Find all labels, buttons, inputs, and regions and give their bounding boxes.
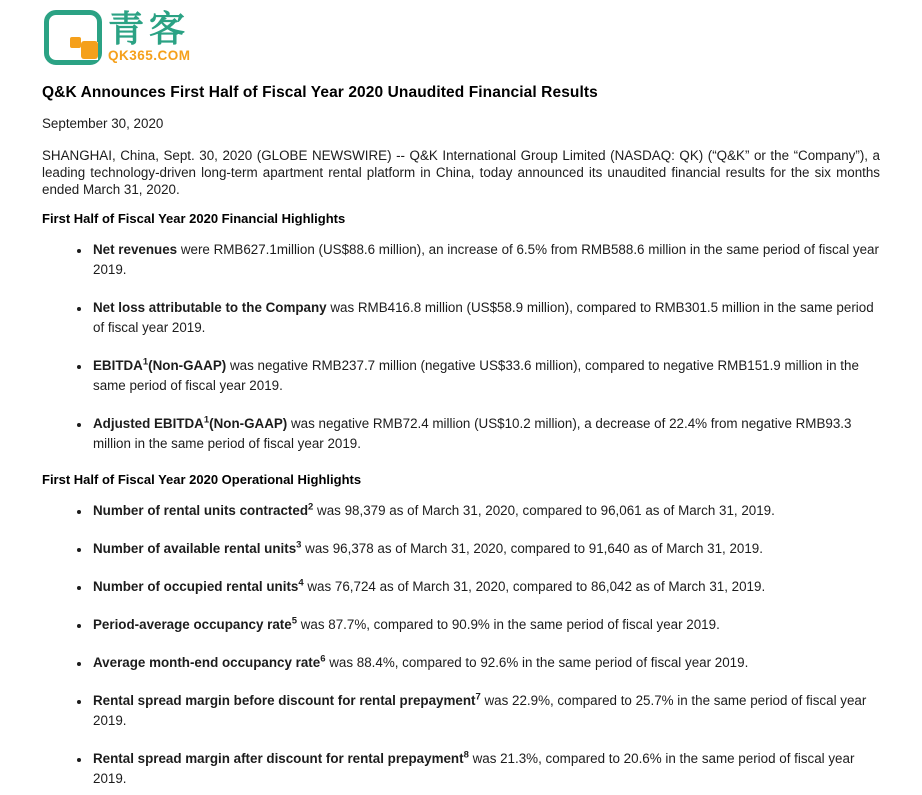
bullet-superscript: 1 (203, 414, 210, 426)
bullet-text: was 98,379 as of March 31, 2020, compared to 96,061 as of March 31, 2019. (313, 503, 775, 519)
bullet-superscript: 4 (298, 577, 304, 589)
bullet-text: was 88.4%, compared to 92.6% in the same period of fiscal year 2019. (325, 655, 749, 671)
bullet-lead: Rental spread margin after discount for rental prepayment (93, 751, 464, 767)
bullet-lead-cont: (Non-GAAP) (148, 358, 227, 374)
bullet-superscript: 5 (291, 615, 298, 627)
bullet-lead: EBITDA (93, 358, 143, 374)
bullet-lead: Average month-end occupancy rate (93, 655, 321, 671)
logo-chinese-text: 青客 (108, 8, 191, 49)
page-title: Q&K Announces First Half of Fiscal Year 2020 Unaudited Financial Results (42, 84, 598, 101)
section-heading-financial: First Half of Fiscal Year 2020 Financial Highlights (42, 211, 346, 227)
bullet-lead: Period-average occupancy rate (93, 617, 292, 633)
bullet-superscript: 8 (463, 749, 469, 761)
list-item (91, 356, 880, 396)
article-date: September 30, 2020 (42, 116, 164, 131)
bullet-text: was RMB416.8 million (US$58.9 million), compared to RMB301.5 million in the same period of fiscal year 2019. (93, 300, 874, 336)
bullet-lead: Net loss attributable to the Company (93, 300, 327, 316)
bullet-text: was negative RMB72.4 million (US$10.2 million), a decrease of 22.4% from negative RMB93.3 million in the same period of fiscal year 2019. (93, 416, 852, 452)
intro-paragraph: SHANGHAI, China, Sept. 30, 2020 (GLOBE NEWSWIRE) -- Q&K International Group Limited (NASDAQ: QK) (“Q&K” or the “Company”), a leading technology-driven long-term apartment rental platform in China, today announced its unaudited financial results for the six months ended March 31, 2020. (42, 148, 880, 197)
bullet-lead: Net revenues (93, 242, 178, 258)
bullet-text: was 21.3%, compared to 20.6% in the same period of fiscal year 2019. (93, 751, 855, 787)
logo-domain-text: QK365.COM (108, 48, 191, 63)
bullet-superscript: 2 (308, 501, 314, 513)
qk-logo (42, 8, 880, 64)
qk-logo-icon (42, 8, 98, 60)
list-item (91, 414, 880, 454)
list-item (91, 240, 880, 280)
bullet-lead: Adjusted EBITDA (93, 416, 204, 432)
logo-text (108, 8, 191, 63)
bullet-superscript: 1 (142, 356, 149, 368)
bullet-text: was negative RMB237.7 million (negative US$33.6 million), compared to negative RMB151.9 million in the same period of fiscal year 2019. (93, 358, 859, 394)
list-item (91, 577, 880, 597)
bullet-superscript: 7 (475, 691, 481, 703)
bullet-superscript: 3 (296, 539, 302, 551)
list-item (91, 501, 880, 521)
bullet-text: was 96,378 as of March 31, 2020, compared to 91,640 as of March 31, 2019. (301, 541, 763, 557)
operational-highlights-list (42, 501, 880, 789)
list-item (91, 615, 880, 635)
list-item (91, 298, 880, 338)
list-item (91, 691, 880, 731)
bullet-lead: Rental spread margin before discount for rental prepayment (93, 693, 476, 709)
bullet-text: was 22.9%, compared to 25.7% in the same period of fiscal year 2019. (93, 693, 867, 729)
bullet-superscript: 6 (320, 653, 326, 665)
bullet-text: was 87.7%, compared to 90.9% in the same period of fiscal year 2019. (297, 617, 720, 633)
section-heading-operational: First Half of Fiscal Year 2020 Operational Highlights (42, 472, 362, 488)
bullet-lead: Number of available rental units (93, 541, 297, 557)
list-item (91, 653, 880, 673)
bullet-lead: Number of rental units contracted (93, 503, 309, 519)
bullet-text: was 76,724 as of March 31, 2020, compared to 86,042 as of March 31, 2019. (303, 579, 766, 595)
list-item (91, 539, 880, 559)
bullet-lead-cont: (Non-GAAP) (209, 416, 288, 432)
financial-highlights-list (42, 240, 880, 454)
bullet-lead: Number of occupied rental units (93, 579, 299, 595)
bullet-text: were RMB627.1million (US$88.6 million), an increase of 6.5% from RMB588.6 million in the same period of fiscal year 2019. (93, 242, 879, 278)
list-item (91, 749, 880, 789)
